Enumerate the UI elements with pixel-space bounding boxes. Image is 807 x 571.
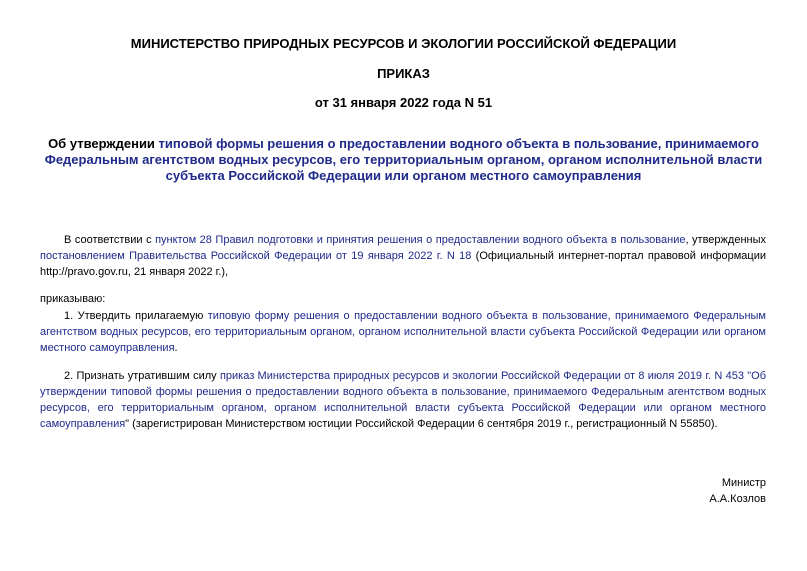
clause-2-paragraph [40, 368, 766, 432]
repealed-order-link[interactable]: приказ Министерства природных ресурсов и экологии Российской Федерации от 8 июля 2019 г. N 453 "Об утверждении типовой формы решения о предоставлении водного объекта в пользование, принимаемого Федеральным агентством водных ресурсов, его территориальным органом, органом исполнительной власти субъекта Российской Федерации или органом местного самоуправления [40, 370, 766, 430]
title-prefix: Об утверждении [48, 136, 159, 151]
preamble-text-c: (Официальный интернет-портал правовой информации http://pravo.gov.ru, 21 января 2022 г.), [40, 250, 766, 278]
document-type: ПРИКАЗ [377, 66, 430, 81]
ministry-name: МИНИСТЕРСТВО ПРИРОДНЫХ РЕСУРСОВ И ЭКОЛОГИИ РОССИЙСКОЙ ФЕДЕРАЦИИ [130, 36, 677, 51]
preamble-text-a: В соответствии с [64, 234, 156, 246]
signatory-name: А.А.Козлов [709, 493, 766, 505]
government-decree-link[interactable]: постановлением Правительства Российской Федерации от 19 января 2022 г. N 18 [40, 250, 472, 262]
signatory-title: Министр [721, 477, 766, 489]
document-title [30, 136, 777, 184]
clause-1-paragraph [40, 308, 766, 356]
clause-1-text-a: 1. Утвердить прилагаемую [64, 310, 208, 322]
standard-form-link[interactable]: типовую форму решения о предоставлении водного объекта в пользование, принимаемого Федеральным агентством водных ресурсов, его территориальным органом, органом исполнительной власти субъекта Российской Федерации или органом местного самоуправления [40, 310, 766, 354]
order-word: приказываю: [40, 293, 106, 305]
clause-2-text-a: 2. Признать утратившим силу [64, 370, 220, 382]
preamble-paragraph [40, 232, 766, 280]
document-date-number: от 31 января 2022 года N 51 [314, 95, 493, 110]
title-link[interactable]: типовой формы решения о предоставлении водного объекта в пользование, принимаемого Федеральным агентством водных ресурсов, его территориальным органом, органом исполнительной власти субъекта Российской Федерации или органом местного самоуправления [44, 136, 763, 183]
rules-clause-link[interactable]: пунктом 28 Правил подготовки и принятия решения о предоставлении водного объекта в пользование [155, 234, 686, 246]
clause-2-text-b: " (зарегистрирован Министерством юстиции Российской Федерации 6 сентября 2019 г., регистрационный N 55850). [125, 418, 718, 430]
preamble-text-b: , утвержденных [685, 234, 766, 246]
clause-1-text-b: . [174, 342, 178, 354]
